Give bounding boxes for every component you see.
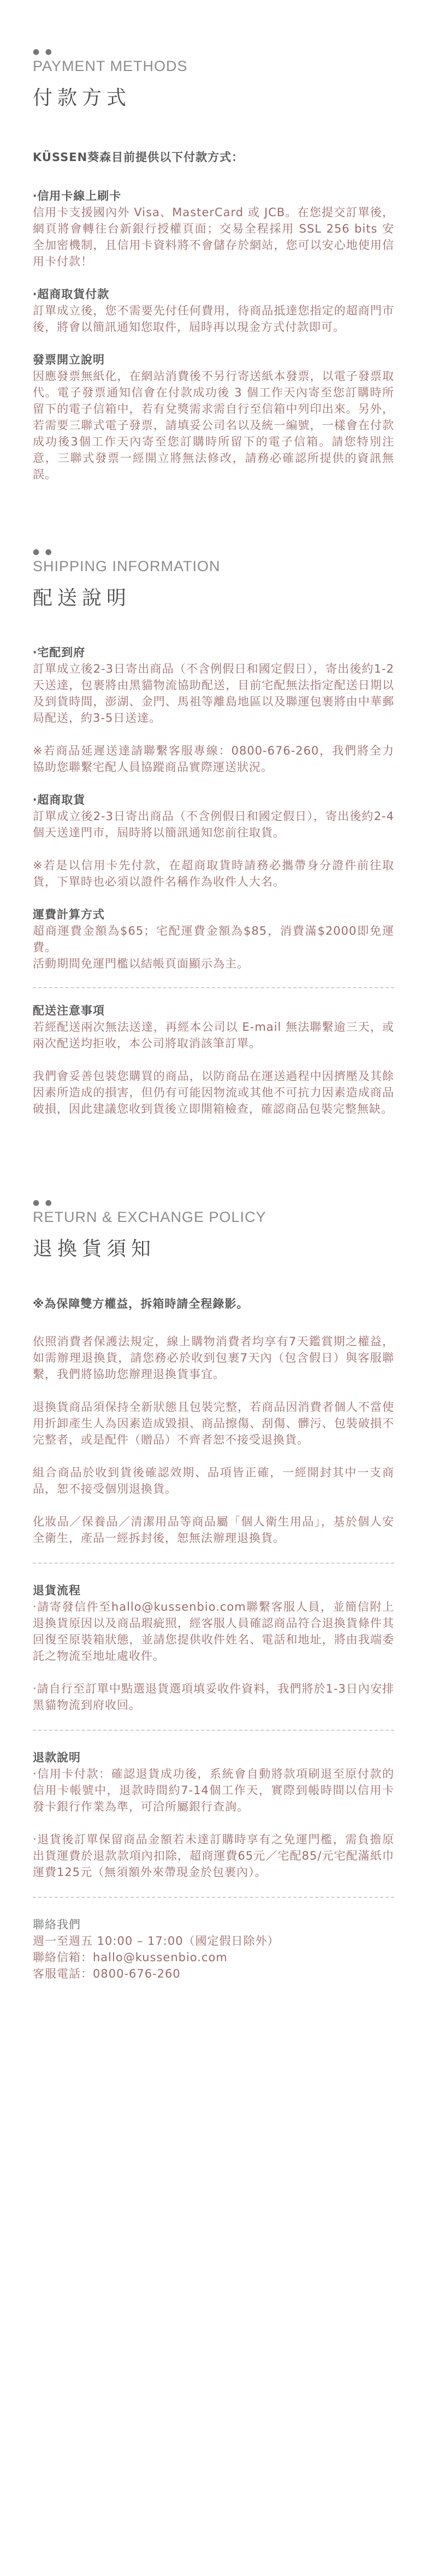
recording-notice: ※為保障雙方權益，拆箱時請全程錄影。 <box>33 1297 249 1310</box>
return-flow-text: ‧請寄發信件至hallo@kussenbio.com聯繫客服人員，並簡信附上退換貨原因以及商品瑕疵照，經客服人員確認商品符合退換貨條件其回復至原裝箱狀態，並請您提供收件姓名、電話和地址，將由我端委託之物流至地址處收件。 <box>33 1600 394 1663</box>
home-delivery-note: ※若商品延遲送達請聯繫客服專線：0800-676-260，我們將全力協助您聯繫宅配人員協蹤商品實際運送狀況。 <box>33 744 394 774</box>
return-title-zh: 退換貨須知 <box>33 1238 156 1260</box>
refund-text: ‧信用卡付款：確認退貨成功後，系統會自動將款項刷退至原付款的信用卡帳號中，退款時間約7-14個工作天，實際到帳時間以信用卡發卡銀行作業為準，可洽所屬銀行查詢。 <box>33 1767 394 1813</box>
contact-phone[interactable]: 客服電話：0800-676-260 <box>33 1967 181 1980</box>
store-pickup-heading: ‧超商取貨 <box>33 793 86 806</box>
return-flow-heading: 退貨流程 <box>33 1584 81 1597</box>
payment-intro: KÜSSEN葵森目前提供以下付款方式： <box>33 151 244 164</box>
section-dots: ● ● <box>33 1198 54 1207</box>
payment-title-zh: 付款方式 <box>33 87 132 109</box>
credit-card-heading: ‧信用卡線上刷卡 <box>33 189 122 203</box>
store-payment-text: 訂單成立後，您不需要先付任何費用，待商品抵達您指定的超商門市後，將會以簡訊通知您取件，屆時再以現金方式付款即可。 <box>33 304 394 334</box>
divider <box>33 987 394 988</box>
refund-heading: 退款說明 <box>33 1751 81 1764</box>
invoice-text: 因應發票無紙化，在網站消費後不另行寄送紙本發票，以電子發票取代。電子發票通知信會在付款成功後 3 個工作天內寄至您訂購時所留下的電子信箱中，若有兌獎需求需自行至信箱中列印出來。另外，若需要三聯式電子發票，請填妥公司名以及統一編號，一樣會在付款成功後3個工作天內寄至您訂購時所留下的電子信箱。請您特別注意，三聯式發票一經開立將無法修改，請務必確認所提供的資訊無誤。 <box>33 370 394 481</box>
home-delivery-text: 訂單成立後2-3日寄出商品（不含例假日和國定假日），寄出後約1-2天送達，包裹將由黑貓物流協助配送，目前宅配無法指定配送日期以及到貨時間，澎湖、金門、馬祖等離島地區以及聯運包裹將由中華郵局配送，約3-5日送達。 <box>33 662 394 725</box>
shipping-fee-heading: 運費計算方式 <box>33 908 105 921</box>
store-payment-heading: ‧超商取貨付款 <box>33 288 110 301</box>
return-section <box>33 1117 394 1982</box>
payment-title-en: PAYMENT METHODS <box>33 58 188 74</box>
shipping-fee-text-2: 活動期間免運門檻以結帳頁面顯示為主。 <box>33 957 249 970</box>
credit-card-text: 信用卡支援國內外 Visa、MasterCard 或 JCB。在您提交訂單後，網頁將會轉往台新銀行授權頁面；交易全程採用 SSL 256 bits 安全加密機制，且信用卡資料將不會儲存於網站，您可以安心地使用信用卡付款！ <box>33 206 394 268</box>
shipping-section <box>33 483 394 1117</box>
contact-heading: 聯絡我們 <box>33 1918 81 1931</box>
shipping-title-en: SHIPPING INFORMATION <box>33 558 221 574</box>
return-title-en: RETURN & EXCHANGE POLICY <box>33 1209 266 1225</box>
delivery-notes-text: 若經配送兩次無法送達，再經本公司以 E-mail 無法聯繫逾三天，或兩次配送均拒收，本公司將取消該筆訂單。 <box>33 1020 394 1050</box>
invoice-heading: 發票開立說明 <box>33 353 105 366</box>
return-policy-p4: 化妝品／保養品／清潔用品等商品屬「個人衛生用品」，基於個人安全衛生，產品一經拆封後，恕無法辦理退換貨。 <box>33 1515 394 1545</box>
payment-section <box>33 0 394 483</box>
section-dots: ● ● <box>33 548 54 556</box>
divider <box>33 1897 394 1898</box>
contact-hours: 週一至週五 10:00 – 17:00（國定假日除外） <box>33 1934 280 1948</box>
divider <box>33 1730 394 1731</box>
section-dots: ● ● <box>33 48 54 56</box>
store-pickup-note: ※若是以信用卡先付款，在超商取貨時請務必攜帶身分證件前往取貨，下單時也必須以證件名稱作為收件人大名。 <box>33 859 394 888</box>
home-delivery-heading: ‧宅配到府 <box>33 646 86 659</box>
return-policy-p2: 退換貨商品須保持全新狀態且包裝完整，若商品因消費者個人不當使用折卸產生人為因素造成毀損、商品擦傷、刮傷、髒污、包裝破損不完整者，或是配件（贈品）不齊者恕不接受退換貨。 <box>33 1400 394 1446</box>
contact-email[interactable]: 聯絡信箱：hallo@kussenbio.com <box>33 1951 228 1964</box>
return-policy-p1: 依照消費者保護法規定，線上購物消費者均享有7天鑑賞期之權益，如需辦理退換貨，請您務必於收到包裹7天內（包含假日）與客服聯繫，我們將協助您辦理退換貨事宜。 <box>33 1335 394 1381</box>
delivery-notes-heading: 配送注意事項 <box>33 1004 105 1017</box>
shipping-title-zh: 配送說明 <box>33 587 132 609</box>
shipping-fee-text: 超商運費金額為$65；宅配運費金額為$85，消費滿$2000即免運費。 <box>33 924 394 954</box>
packaging-text: 我們會妥善包裝您購買的商品，以防商品在運送過程中因擠壓及其餘因素所造成的損害，但仍有可能因物流或其他不可抗力因素造成商品破損，因此建議您收到貨後立即開箱檢查，確認商品包裝完整無缺。 <box>33 1070 394 1115</box>
divider <box>33 1563 394 1564</box>
store-pickup-text: 訂單成立後2-3日寄出商品（不含例假日和國定假日），寄出後約2-4個天送達門市，屆時將以簡訊通知您前往取貨。 <box>33 810 394 839</box>
return-policy-p3: 組合商品於收到貨後確認效期、品項皆正確，一經開封其中一支商品，恕不接受個別退換貨。 <box>33 1466 394 1495</box>
return-flow-text-2: ‧請自行至訂單中點選退貨選項填妥收件資料，我們將於1-3日內安排黑貓物流到府收回。 <box>33 1682 394 1712</box>
refund-text-2: ‧退貨後訂單保留商品金額若未達訂購時享有之免運門檻，需負擔原出貨運費於退款款項內扣除，超商運費65元／宅配85/元宅配滿紙巾運費125元（無須額外來帶現金於包裹內）。 <box>33 1833 394 1879</box>
